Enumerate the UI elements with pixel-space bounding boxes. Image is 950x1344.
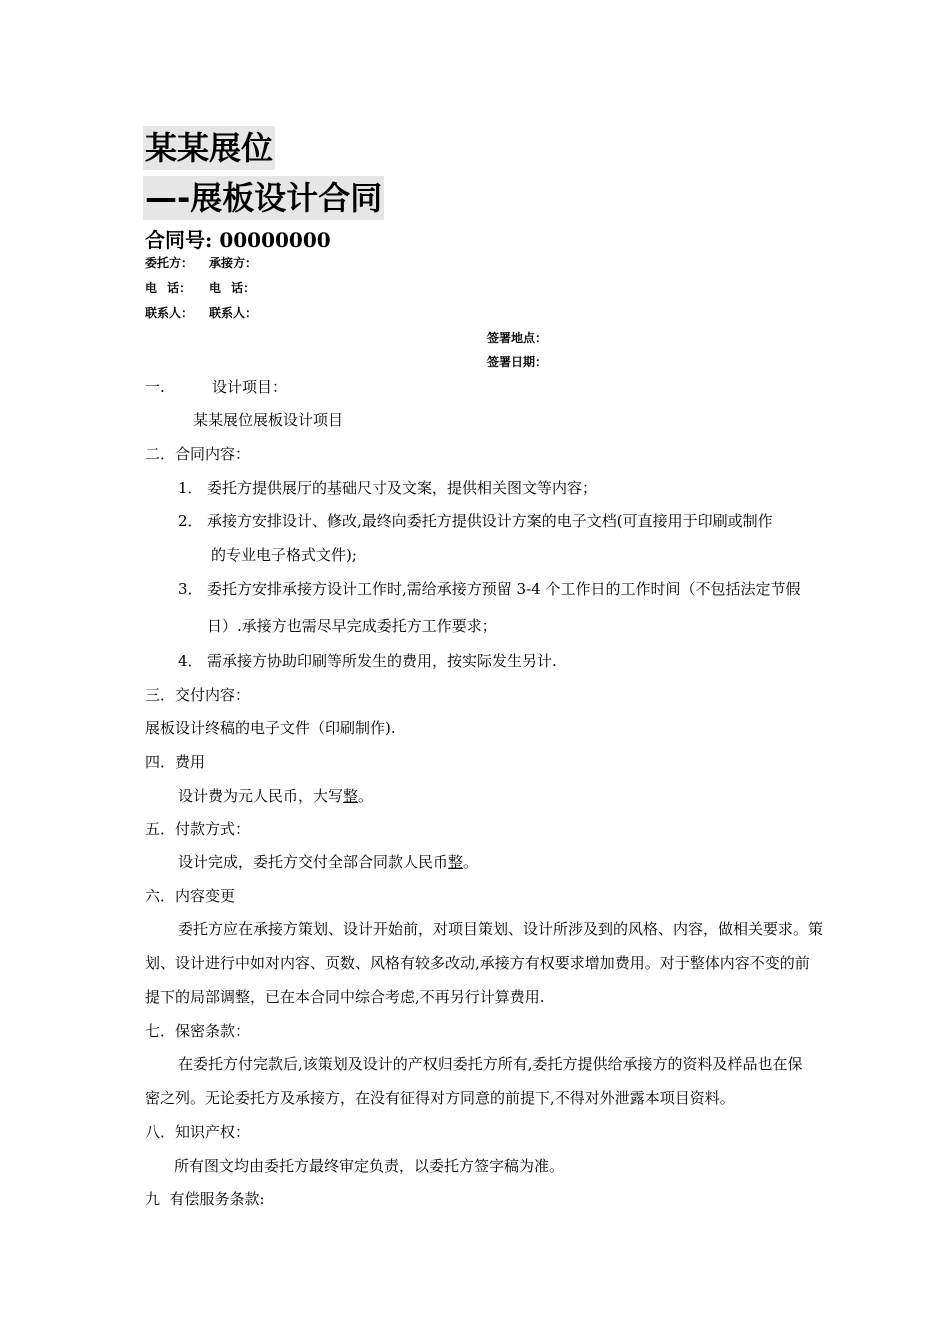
section-7-title: 七．保密条款： (145, 1022, 251, 1040)
contractor-label: 承接方： (209, 256, 258, 270)
section-4-body (178, 785, 373, 806)
section-8-title: 八．知识产权： (145, 1123, 251, 1141)
section-4-text: 设计费为元人民币，大写 (178, 787, 344, 805)
section-5-end: 。 (463, 853, 479, 871)
section-6-line: 划、设计进行中如对内容、页数、风格有较多改动,承接方有权要求增加费用。对于整体内容不变的前 (145, 954, 810, 972)
section-1-title: 设计项目： (212, 378, 288, 396)
section-2-item-continuation: 日）.承接方也需尽早完成委托方工作要求； (207, 617, 497, 635)
section-5-text: 设计完成，委托方交付全部合同款人民币 (178, 853, 449, 871)
section-2-item-number: 2． (178, 512, 203, 530)
section-1-number: 一. (145, 378, 165, 396)
section-2-title: 二．合同内容： (145, 445, 251, 463)
section-3-body: 展板设计终稿的电子文件（印刷制作). (145, 719, 396, 737)
section-2-item-text: 委托方提供展厅的基础尺寸及文案，提供相关图文等内容； (207, 479, 598, 497)
section-2-item-number: 3． (178, 580, 203, 598)
section-4-end: 。 (358, 787, 374, 805)
section-6-line: 提下的局部调整，已在本合同中综合考虑,不再另行计算费用. (145, 988, 545, 1006)
section-5-title: 五．付款方式： (145, 820, 251, 838)
section-7-line: 在委托方付完款后,该策划及设计的产权归委托方所有,委托方提供给承接方的资料及样品也在保 (178, 1055, 803, 1073)
section-2-item-number: 1． (178, 479, 203, 497)
section-2-item-continuation: 的专业电子格式文件); (211, 546, 357, 564)
section-9-title: 九 有偿服务条款: (145, 1190, 265, 1208)
section-5-body (178, 851, 478, 872)
section-3-title: 三．交付内容： (145, 686, 251, 704)
section-2-item-text: 承接方安排设计、修改,最终向委托方提供设计方案的电子文档(可直接用于印刷或制作 (207, 512, 773, 530)
signing-date-label: 签署日期： (487, 355, 548, 369)
title-line-1: 某某展位 (143, 126, 275, 170)
section-7-line: 密之列。无论委托方及承接方，在没有征得对方同意的前提下,不得对外泄露本项目资料。 (145, 1089, 735, 1107)
section-8-body: 所有图文均由委托方最终审定负责，以委托方签字稿为准。 (174, 1157, 565, 1175)
section-2-item-text: 委托方安排承接方设计工作时,需给承接方预留 3-4 个工作日的工作时间（不包括法定节假 (207, 580, 801, 598)
section-5-amount-blank: 整 (448, 853, 464, 871)
section-6-title: 六．内容变更 (145, 887, 236, 905)
client-phone-label: 电 话： (145, 281, 192, 295)
client-label: 委托方： (145, 256, 194, 270)
signing-place-label: 签署地点： (487, 331, 548, 345)
contract-number: 合同号: 00000000 (145, 228, 331, 252)
section-4-amount-blank: 整 (343, 787, 359, 805)
title-line-2: —-展板设计合同 (143, 176, 384, 220)
section-4-title: 四．费用 (145, 753, 206, 771)
section-6-line: 委托方应在承接方策划、设计开始前，对项目策划、设计所涉及到的风格、内容，做相关要求。策 (178, 920, 824, 938)
contractor-phone-label: 电 话： (209, 281, 256, 295)
section-2-item-text: 需承接方协助印刷等所发生的费用，按实际发生另计. (207, 652, 557, 670)
section-1-body: 某某展位展板设计项目 (193, 411, 344, 429)
client-contact-label: 联系人： (145, 306, 194, 320)
section-2-item-number: 4． (178, 652, 203, 670)
contractor-contact-label: 联系人： (209, 306, 258, 320)
